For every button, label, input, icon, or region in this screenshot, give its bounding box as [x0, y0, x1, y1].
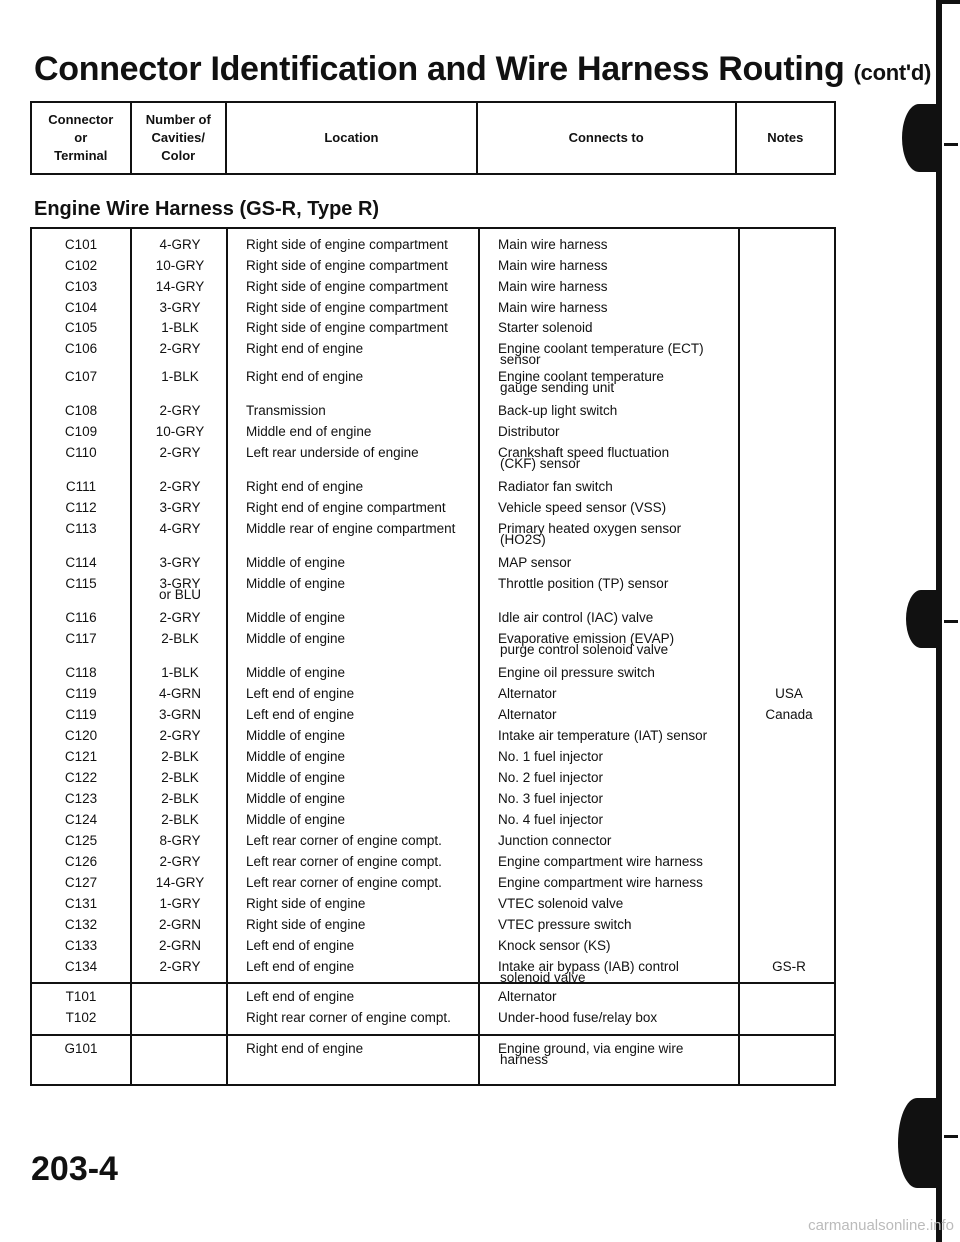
connects-to: Engine ground, via engine wire — [498, 1041, 684, 1056]
cavity-color: 2-GRY — [159, 728, 201, 743]
location: Middle of engine — [246, 791, 346, 806]
connects-to: Crankshaft speed fluctuation — [498, 445, 670, 460]
connector-id: C102 — [64, 258, 98, 273]
cavity-color: 2-BLK — [161, 770, 199, 785]
location: Middle of engine — [246, 631, 346, 646]
cavity-color: 3-GRY — [159, 300, 201, 315]
connects-to: Under-hood fuse/relay box — [498, 1010, 658, 1025]
connector-id: C112 — [65, 500, 97, 515]
location: Transmission — [246, 403, 326, 418]
cavity-color: 2-GRY — [159, 445, 201, 460]
connects-to: (HO2S) — [500, 532, 546, 547]
cavity-color: 3-GRN — [158, 707, 201, 722]
connects-to: Back-up light switch — [498, 403, 618, 418]
connects-to: Starter solenoid — [498, 320, 593, 335]
connector-id: C125 — [64, 833, 98, 848]
cavity-color: 2-BLK — [161, 749, 199, 764]
connector-id: C115 — [65, 576, 97, 591]
connects-to: purge control solenoid valve — [500, 642, 669, 657]
connects-to: Engine coolant temperature — [498, 369, 664, 384]
connects-to: Alternator — [498, 686, 557, 701]
note: USA — [775, 686, 803, 701]
connects-to: Evaporative emission (EVAP) — [498, 631, 675, 646]
location: Middle end of engine — [246, 424, 372, 439]
connects-to: Intake air temperature (IAT) sensor — [498, 728, 708, 743]
connects-to: Alternator — [498, 707, 557, 722]
connector-id: C105 — [64, 320, 98, 335]
connects-to: Radiator fan switch — [498, 479, 613, 494]
connector-id: C106 — [64, 341, 98, 356]
column-divider — [478, 229, 480, 982]
connector-id: C127 — [64, 875, 98, 890]
cavity-color: 4-GRY — [159, 521, 201, 536]
location: Left rear underside of engine — [246, 445, 419, 460]
cavity-color: 2-GRY — [159, 479, 201, 494]
connects-to: Idle air control (IAC) valve — [498, 610, 654, 625]
location: Left end of engine — [246, 686, 355, 701]
right-edge-bar — [936, 0, 942, 1242]
connects-to: Junction connector — [498, 833, 612, 848]
cavity-color: 1-GRY — [159, 896, 201, 911]
connector-id: C133 — [64, 938, 98, 953]
connects-to: Distributor — [498, 424, 560, 439]
column-divider — [478, 1036, 480, 1084]
connector-id: C101 — [64, 237, 98, 252]
column-divider — [130, 984, 132, 1034]
location: Right end of engine — [246, 369, 364, 384]
connects-to: No. 1 fuel injector — [498, 749, 604, 764]
connects-to: Primary heated oxygen sensor — [498, 521, 682, 536]
connector-id: C109 — [64, 424, 98, 439]
cavity-color: 2-GRY — [159, 341, 201, 356]
location: Middle of engine — [246, 610, 346, 625]
connector-id: C118 — [65, 665, 97, 680]
connects-to: No. 4 fuel injector — [498, 812, 604, 827]
cavity-color: 3-GRY — [159, 500, 201, 515]
cavity-color: 10-GRY — [155, 424, 205, 439]
connects-to: sensor — [500, 352, 541, 367]
connector-id: C108 — [64, 403, 98, 418]
connects-to: harness — [500, 1052, 549, 1067]
connects-to: No. 3 fuel injector — [498, 791, 604, 806]
note: GS-R — [772, 959, 806, 974]
connects-to: Alternator — [498, 989, 557, 1004]
cavity-color: 2-GRN — [158, 938, 201, 953]
connector-id: C119 — [65, 686, 97, 701]
title-suffix: (cont'd) — [853, 60, 932, 85]
cavity-color: 3-GRY — [159, 555, 201, 570]
connects-to: Engine compartment wire harness — [498, 854, 703, 869]
location: Left end of engine — [246, 989, 355, 1004]
location: Right side of engine compartment — [246, 320, 448, 335]
connector-id: C124 — [64, 812, 98, 827]
cavity-color: 2-GRY — [159, 610, 201, 625]
connects-to: Intake air bypass (IAB) control — [498, 959, 679, 974]
connector-id: C110 — [65, 445, 97, 460]
location: Left rear corner of engine compt. — [246, 875, 442, 890]
connects-to: Throttle position (TP) sensor — [498, 576, 669, 591]
connects-to: Knock sensor (KS) — [498, 938, 611, 953]
title-text: Connector Identification and Wire Harness Routing — [34, 50, 845, 88]
location: Left end of engine — [246, 707, 355, 722]
cavity-color: 1-BLK — [161, 665, 199, 680]
edge-arrow-2 — [944, 620, 958, 623]
edge-arrow-3 — [944, 1135, 958, 1138]
connector-id: C121 — [64, 749, 98, 764]
location: Middle of engine — [246, 576, 346, 591]
table-header — [30, 101, 836, 175]
column-divider — [478, 984, 480, 1034]
location: Middle of engine — [246, 770, 346, 785]
edge-tab-3 — [898, 1098, 936, 1188]
ground-id: G101 — [64, 1041, 98, 1056]
location: Middle rear of engine compartment — [246, 521, 456, 536]
cavity-color: 1-BLK — [161, 369, 199, 384]
cavity-color: 2-BLK — [161, 631, 199, 646]
connector-id: C120 — [64, 728, 98, 743]
cavity-color: 3-GRY — [159, 576, 201, 591]
location: Left rear corner of engine compt. — [246, 854, 442, 869]
connects-to: No. 2 fuel injector — [498, 770, 604, 785]
connects-to: Main wire harness — [498, 279, 608, 294]
column-divider — [130, 1036, 132, 1084]
header-connects-to: Connects to — [478, 103, 737, 173]
column-divider — [226, 984, 228, 1034]
connector-id: C113 — [65, 521, 97, 536]
terminal-id: T102 — [65, 1010, 97, 1025]
connects-to: (CKF) sensor — [500, 456, 581, 471]
ground-table — [30, 1034, 836, 1086]
column-divider — [738, 1036, 740, 1084]
connector-id: C117 — [65, 631, 97, 646]
column-divider — [738, 984, 740, 1034]
location: Right side of engine — [246, 896, 366, 911]
column-divider — [738, 229, 740, 982]
connector-id: C131 — [64, 896, 98, 911]
header-connector: Connector or Terminal — [32, 103, 132, 173]
cavity-color: 2-GRN — [158, 917, 201, 932]
location: Right side of engine compartment — [246, 300, 448, 315]
cavity-color: 10-GRY — [155, 258, 205, 273]
connector-id: C111 — [65, 479, 97, 494]
cavity-color: 1-BLK — [161, 320, 199, 335]
cavity-color: 14-GRY — [155, 875, 205, 890]
section-title: Engine Wire Harness (GS-R, Type R) — [34, 198, 380, 220]
location: Left end of engine — [246, 959, 355, 974]
location: Right side of engine — [246, 917, 366, 932]
location: Left end of engine — [246, 938, 355, 953]
location: Right end of engine — [246, 341, 364, 356]
connects-to: VTEC pressure switch — [498, 917, 632, 932]
connects-to: gauge sending unit — [500, 380, 615, 395]
connects-to: solenoid valve — [500, 970, 586, 985]
terminal-id: T101 — [65, 989, 97, 1004]
cavity-color: 2-GRY — [159, 403, 201, 418]
header-notes: Notes — [767, 130, 804, 145]
right-edge-tick — [940, 0, 960, 4]
connector-id: C122 — [64, 770, 98, 785]
cavity-color: 2-GRY — [159, 854, 201, 869]
connector-id: C132 — [64, 917, 98, 932]
location: Middle of engine — [246, 749, 346, 764]
connector-table — [30, 227, 836, 984]
connector-id: C134 — [64, 959, 98, 974]
location: Right side of engine compartment — [246, 258, 448, 273]
connector-id: C126 — [64, 854, 98, 869]
connector-id: C116 — [65, 610, 97, 625]
connector-id: C103 — [64, 279, 98, 294]
connects-to: MAP sensor — [498, 555, 572, 570]
cavity-color: 14-GRY — [155, 279, 205, 294]
location: Right side of engine compartment — [246, 237, 448, 252]
connects-to: VTEC solenoid valve — [498, 896, 624, 911]
connects-to: Engine coolant temperature (ECT) — [498, 341, 704, 356]
location: Left rear corner of engine compt. — [246, 833, 442, 848]
location: Right end of engine compartment — [246, 500, 446, 515]
note: Canada — [765, 707, 813, 722]
cavity-color: 8-GRY — [159, 833, 201, 848]
connects-to: Engine compartment wire harness — [498, 875, 703, 890]
cavity-color: or BLU — [158, 587, 202, 602]
cavity-color: 2-GRY — [159, 959, 201, 974]
location: Middle of engine — [246, 812, 346, 827]
cavity-color: 4-GRY — [159, 237, 201, 252]
page-title — [34, 50, 931, 89]
connector-id: C104 — [64, 300, 98, 315]
location: Middle of engine — [246, 728, 346, 743]
connector-id: C123 — [64, 791, 98, 806]
connects-to: Main wire harness — [498, 237, 608, 252]
cavity-color: 2-BLK — [161, 812, 199, 827]
connects-to: Main wire harness — [498, 300, 608, 315]
cavity-color: 2-BLK — [161, 791, 199, 806]
connector-id: C114 — [65, 555, 97, 570]
connects-to: Main wire harness — [498, 258, 608, 273]
edge-tab-2 — [906, 590, 936, 648]
connects-to: Vehicle speed sensor (VSS) — [498, 500, 667, 515]
column-divider — [226, 1036, 228, 1084]
header-cavities: Number of Cavities/ Color — [132, 103, 228, 173]
connector-id: C107 — [64, 369, 98, 384]
terminal-table — [30, 982, 836, 1036]
connects-to: Engine oil pressure switch — [498, 665, 655, 680]
location: Right rear corner of engine compt. — [246, 1010, 451, 1025]
connector-id: C119 — [65, 707, 97, 722]
location: Middle of engine — [246, 555, 346, 570]
edge-tab-1 — [902, 104, 936, 172]
location: Middle of engine — [246, 665, 346, 680]
edge-arrow-1 — [944, 143, 958, 146]
header-location: Location — [227, 103, 478, 173]
page-number: 203-4 — [31, 1150, 118, 1188]
location: Right end of engine — [246, 1041, 364, 1056]
location: Right side of engine compartment — [246, 279, 448, 294]
watermark: carmanualsonline.info — [808, 1217, 954, 1234]
location: Right end of engine — [246, 479, 364, 494]
cavity-color: 4-GRN — [158, 686, 201, 701]
